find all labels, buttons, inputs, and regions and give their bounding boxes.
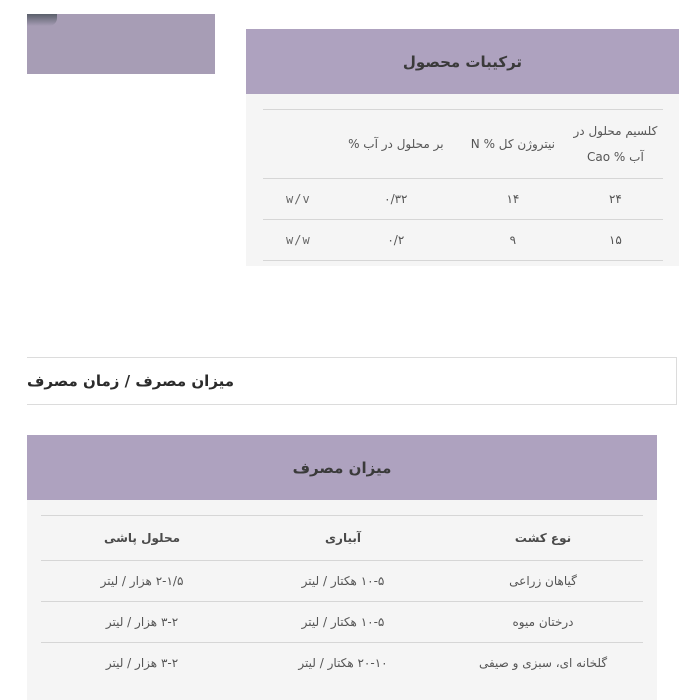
section-title-bar	[27, 357, 677, 405]
usage-header-row	[41, 516, 643, 561]
cell-irrigation: ۱۰-۵ هکتار / لیتر	[243, 561, 443, 602]
composition-table	[263, 109, 663, 261]
cell-nitrogen: ۹	[458, 220, 568, 261]
cell-calcium: ۲۴	[568, 179, 663, 220]
product-image-fragment	[27, 14, 215, 74]
composition-card	[246, 29, 679, 266]
composition-header-boron: بر محلول در آب %	[334, 110, 458, 179]
cell-boron: ۰/۲	[334, 220, 458, 261]
cell-calcium: ۱۵	[568, 220, 663, 261]
table-row	[263, 220, 663, 261]
cell-irrigation: ۱۰-۵ هکتار / لیتر	[243, 602, 443, 643]
cell-irrigation: ۲۰-۱۰ هکتار / لیتر	[243, 643, 443, 684]
cell-foliar: ۳-۲ هزار / لیتر	[41, 643, 243, 684]
cell-crop: گیاهان زراعی	[443, 561, 643, 602]
cell-foliar: ۳-۲ هزار / لیتر	[41, 602, 243, 643]
section-title: میزان مصرف / زمان مصرف	[27, 372, 235, 390]
usage-table	[41, 515, 643, 683]
usage-header-foliar: محلول پاشی	[41, 516, 243, 561]
composition-header-row	[263, 110, 663, 179]
table-row	[263, 179, 663, 220]
composition-header-unit	[263, 110, 334, 179]
composition-header-calcium: کلسیم محلول در آب % Cao	[568, 110, 663, 179]
usage-title: میزان مصرف	[27, 435, 657, 500]
cell-boron: ۰/۳۲	[334, 179, 458, 220]
cell-unit: w/w	[263, 220, 334, 261]
usage-header-crop: نوع کشت	[443, 516, 643, 561]
composition-title: ترکیبات محصول	[246, 29, 679, 94]
table-row	[41, 602, 643, 643]
cell-unit: w/v	[263, 179, 334, 220]
cell-crop: درختان میوه	[443, 602, 643, 643]
usage-card	[27, 435, 657, 700]
cell-foliar: ۲-۱/۵ هزار / لیتر	[41, 561, 243, 602]
cell-crop: گلخانه ای، سبزی و صیفی	[443, 643, 643, 684]
usage-header-irrigation: آبیاری	[243, 516, 443, 561]
table-row	[41, 643, 643, 684]
cell-nitrogen: ۱۴	[458, 179, 568, 220]
table-row	[41, 561, 643, 602]
product-image-edge	[27, 14, 57, 26]
composition-header-nitrogen: نیتروژن کل % N	[458, 110, 568, 179]
